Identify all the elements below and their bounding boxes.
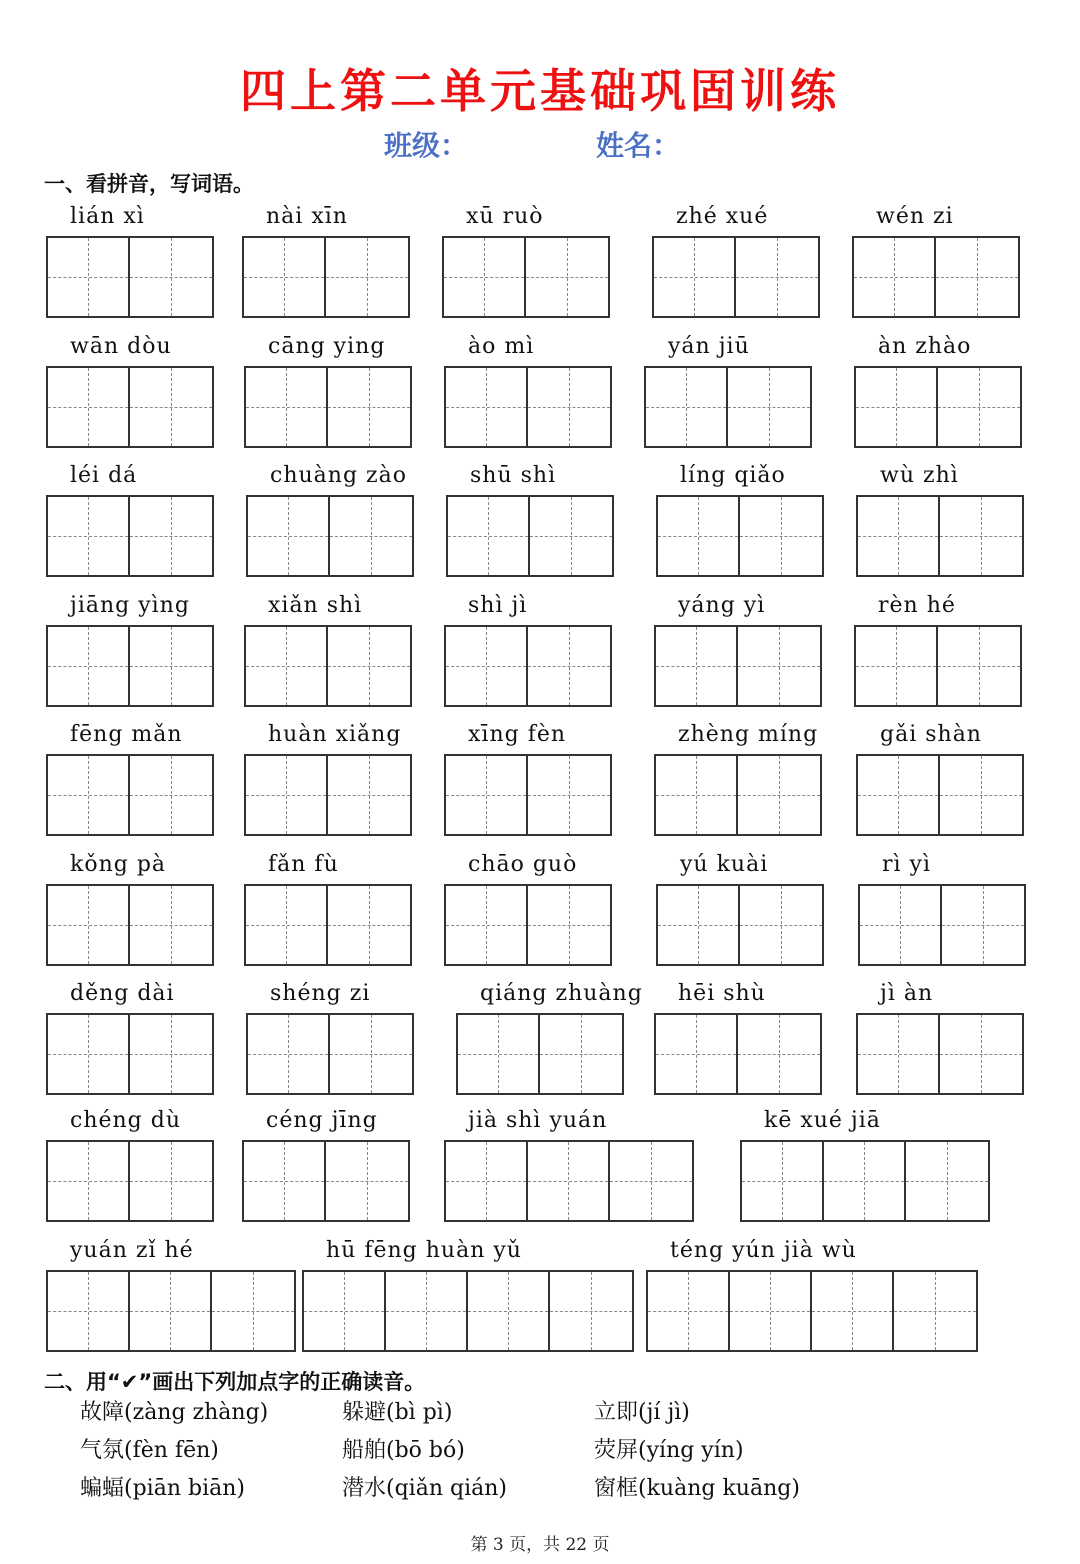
tianzige-cell[interactable] <box>730 1272 812 1350</box>
writing-grid[interactable] <box>856 495 1024 577</box>
writing-grid[interactable] <box>444 884 612 966</box>
pinyin-label: cāng ying <box>268 334 386 359</box>
tianzige-cell[interactable] <box>48 368 130 446</box>
tianzige-cell[interactable] <box>860 886 942 964</box>
tianzige-cell[interactable] <box>856 368 938 446</box>
tianzige-cell[interactable] <box>648 1272 730 1350</box>
pronunciation-item[interactable]: 躲避(bì pì) <box>342 1400 453 1425</box>
tianzige-cell[interactable] <box>446 627 528 705</box>
writing-grid[interactable] <box>652 236 820 318</box>
tianzige-cell[interactable] <box>304 1272 386 1350</box>
pinyin-label: wù zhì <box>880 463 959 488</box>
tianzige-cell[interactable] <box>740 886 822 964</box>
tianzige-cell[interactable] <box>654 238 736 316</box>
tianzige-cell[interactable] <box>528 886 610 964</box>
writing-grid[interactable] <box>46 754 214 836</box>
tianzige-cell[interactable] <box>48 627 130 705</box>
writing-grid[interactable] <box>246 495 414 577</box>
tianzige-cell[interactable] <box>446 886 528 964</box>
tianzige-cell[interactable] <box>130 1142 212 1220</box>
writing-grid[interactable] <box>646 1270 978 1352</box>
tianzige-cell[interactable] <box>940 497 1022 575</box>
tianzige-cell[interactable] <box>858 1015 940 1093</box>
tianzige-cell[interactable] <box>942 886 1024 964</box>
writing-grid[interactable] <box>46 1013 214 1095</box>
writing-grid[interactable] <box>244 366 412 448</box>
pronunciation-item[interactable]: 故障(zàng zhàng) <box>80 1400 269 1425</box>
tianzige-cell[interactable] <box>446 756 528 834</box>
writing-grid[interactable] <box>740 1140 990 1222</box>
tianzige-cell[interactable] <box>738 627 820 705</box>
writing-grid[interactable] <box>46 625 214 707</box>
tianzige-cell[interactable] <box>48 756 130 834</box>
writing-grid[interactable] <box>444 366 612 448</box>
writing-grid[interactable] <box>46 236 214 318</box>
pinyin-label: lián xì <box>70 204 145 229</box>
tianzige-cell[interactable] <box>446 1142 528 1220</box>
worksheet-title: 四上第二单元基础巩固训练 <box>240 64 840 118</box>
tianzige-cell[interactable] <box>940 1015 1022 1093</box>
tianzige-cell[interactable] <box>526 238 608 316</box>
tianzige-cell[interactable] <box>130 886 212 964</box>
writing-grid[interactable] <box>242 236 410 318</box>
pinyin-label: jiāng yìng <box>70 593 190 618</box>
writing-grid[interactable] <box>444 1140 694 1222</box>
pinyin-label: léi dá <box>70 463 138 488</box>
tianzige-cell[interactable] <box>48 1272 130 1350</box>
tianzige-cell[interactable] <box>550 1272 632 1350</box>
tianzige-cell[interactable] <box>854 238 936 316</box>
pinyin-row <box>0 200 1080 330</box>
writing-grid[interactable] <box>242 1140 410 1222</box>
tianzige-cell[interactable] <box>824 1142 906 1220</box>
writing-grid[interactable] <box>654 1013 822 1095</box>
pinyin-label: zhèng míng <box>678 722 819 747</box>
writing-grid[interactable] <box>244 754 412 836</box>
tianzige-cell[interactable] <box>736 238 818 316</box>
pinyin-label: shì jì <box>468 593 528 618</box>
tianzige-cell[interactable] <box>858 756 940 834</box>
pinyin-row <box>0 589 1080 719</box>
tianzige-cell[interactable] <box>528 368 610 446</box>
tianzige-cell[interactable] <box>246 368 328 446</box>
tianzige-cell[interactable] <box>540 1015 622 1093</box>
pinyin-label: qiáng zhuàng <box>480 981 643 1006</box>
pinyin-label: chāo guò <box>468 852 578 877</box>
tianzige-cell[interactable] <box>812 1272 894 1350</box>
writing-grid[interactable] <box>656 495 824 577</box>
pinyin-label: fǎn fù <box>268 852 339 877</box>
pronunciation-item[interactable]: 荧屏(yíng yín) <box>594 1438 744 1463</box>
tianzige-cell[interactable] <box>856 627 938 705</box>
tianzige-cell[interactable] <box>858 497 940 575</box>
tianzige-cell[interactable] <box>658 497 740 575</box>
tianzige-cell[interactable] <box>246 756 328 834</box>
pinyin-label: wān dòu <box>70 334 172 359</box>
pinyin-label: shéng zi <box>270 981 371 1006</box>
tianzige-cell[interactable] <box>936 238 1018 316</box>
pinyin-label: jià shì yuán <box>468 1108 608 1133</box>
pinyin-label: rèn hé <box>878 593 956 618</box>
tianzige-cell[interactable] <box>530 497 612 575</box>
tianzige-cell[interactable] <box>738 1015 820 1093</box>
tianzige-cell[interactable] <box>728 368 810 446</box>
tianzige-cell[interactable] <box>130 368 212 446</box>
section2-heading: 二、用“✔”画出下列加点字的正确读音。 <box>44 1370 426 1394</box>
writing-grid[interactable] <box>456 1013 624 1095</box>
writing-grid[interactable] <box>852 236 1020 318</box>
tianzige-cell[interactable] <box>528 756 610 834</box>
pinyin-label: xū ruò <box>466 204 544 229</box>
tianzige-cell[interactable] <box>130 497 212 575</box>
tianzige-cell[interactable] <box>48 1015 130 1093</box>
tianzige-cell[interactable] <box>940 756 1022 834</box>
tianzige-cell[interactable] <box>738 756 820 834</box>
tianzige-cell[interactable] <box>248 497 330 575</box>
writing-grid[interactable] <box>858 884 1026 966</box>
name-label: 姓名： <box>596 129 681 162</box>
writing-grid[interactable] <box>656 884 824 966</box>
writing-grid[interactable] <box>244 884 412 966</box>
tianzige-cell[interactable] <box>48 1142 130 1220</box>
pronunciation-item[interactable]: 蝙蝠(piān biān) <box>80 1476 245 1501</box>
tianzige-cell[interactable] <box>658 886 740 964</box>
tianzige-cell[interactable] <box>212 1272 294 1350</box>
tianzige-cell[interactable] <box>656 627 738 705</box>
tianzige-cell[interactable] <box>458 1015 540 1093</box>
tianzige-cell[interactable] <box>938 627 1020 705</box>
tianzige-cell[interactable] <box>130 1272 212 1350</box>
writing-grid[interactable] <box>246 1013 414 1095</box>
pinyin-label: yuán zǐ hé <box>70 1238 194 1263</box>
pinyin-row <box>0 1234 1080 1364</box>
writing-grid[interactable] <box>856 754 1024 836</box>
pinyin-row <box>0 848 1080 978</box>
tianzige-cell[interactable] <box>938 368 1020 446</box>
tianzige-cell[interactable] <box>246 627 328 705</box>
pinyin-label: chuàng zào <box>270 463 407 488</box>
writing-grid[interactable] <box>856 1013 1024 1095</box>
pronunciation-item[interactable]: 气氛(fèn fēn) <box>80 1438 219 1463</box>
pinyin-label: xiǎn shì <box>268 593 363 618</box>
tianzige-cell[interactable] <box>330 497 412 575</box>
tianzige-cell[interactable] <box>386 1272 468 1350</box>
writing-grid[interactable] <box>444 754 612 836</box>
tianzige-cell[interactable] <box>130 1015 212 1093</box>
tianzige-cell[interactable] <box>328 756 410 834</box>
writing-grid[interactable] <box>46 1140 214 1222</box>
tianzige-cell[interactable] <box>326 238 408 316</box>
tianzige-cell[interactable] <box>48 886 130 964</box>
pinyin-label: céng jīng <box>266 1108 378 1133</box>
pinyin-label: yán jiū <box>668 334 750 359</box>
pinyin-label: gǎi shàn <box>880 722 982 747</box>
tianzige-cell[interactable] <box>130 238 212 316</box>
writing-grid[interactable] <box>46 366 214 448</box>
pinyin-label: fēng mǎn <box>70 722 183 747</box>
writing-grid[interactable] <box>446 495 614 577</box>
class-label: 班级： <box>384 129 469 162</box>
tianzige-cell[interactable] <box>248 1015 330 1093</box>
tianzige-cell[interactable] <box>246 886 328 964</box>
tianzige-cell[interactable] <box>656 1015 738 1093</box>
tianzige-cell[interactable] <box>130 756 212 834</box>
pinyin-label: jì àn <box>880 981 934 1006</box>
tianzige-cell[interactable] <box>448 497 530 575</box>
tianzige-cell[interactable] <box>468 1272 550 1350</box>
tianzige-cell[interactable] <box>328 368 410 446</box>
tianzige-cell[interactable] <box>742 1142 824 1220</box>
pinyin-label: zhé xué <box>676 204 769 229</box>
pinyin-label: hēi shù <box>678 981 766 1006</box>
tianzige-cell[interactable] <box>446 368 528 446</box>
writing-grid[interactable] <box>654 754 822 836</box>
page-footer: 第 3 页，共 22 页 <box>470 1535 610 1555</box>
pinyin-label: kē xué jiā <box>764 1108 881 1133</box>
pinyin-label: àn zhào <box>878 334 972 359</box>
section1-heading: 一、看拼音，写词语。 <box>44 172 254 196</box>
pronunciation-item[interactable]: 立即(jí jì) <box>594 1400 690 1425</box>
tianzige-cell[interactable] <box>740 497 822 575</box>
pinyin-row <box>0 977 1080 1107</box>
writing-grid[interactable] <box>654 625 822 707</box>
tianzige-cell[interactable] <box>328 627 410 705</box>
tianzige-cell[interactable] <box>528 627 610 705</box>
pinyin-label: téng yún jià wù <box>670 1238 857 1263</box>
tianzige-cell[interactable] <box>444 238 526 316</box>
tianzige-cell[interactable] <box>244 238 326 316</box>
pinyin-label: chéng dù <box>70 1108 182 1133</box>
tianzige-cell[interactable] <box>646 368 728 446</box>
writing-grid[interactable] <box>46 1270 296 1352</box>
pinyin-label: nài xīn <box>266 204 348 229</box>
pinyin-label: huàn xiǎng <box>268 722 402 747</box>
tianzige-cell[interactable] <box>328 886 410 964</box>
tianzige-cell[interactable] <box>528 1142 610 1220</box>
tianzige-cell[interactable] <box>906 1142 988 1220</box>
tianzige-cell[interactable] <box>48 238 130 316</box>
tianzige-cell[interactable] <box>244 1142 326 1220</box>
pinyin-label: shū shì <box>470 463 557 488</box>
pinyin-label: děng dài <box>70 981 175 1006</box>
pinyin-row <box>0 718 1080 848</box>
writing-grid[interactable] <box>46 495 214 577</box>
pinyin-row <box>0 459 1080 589</box>
pinyin-label: hū fēng huàn yǔ <box>326 1238 522 1263</box>
tianzige-cell[interactable] <box>656 756 738 834</box>
pinyin-label: líng qiǎo <box>680 463 786 488</box>
tianzige-cell[interactable] <box>326 1142 408 1220</box>
writing-grid[interactable] <box>302 1270 634 1352</box>
pronunciation-item[interactable]: 窗框(kuàng kuāng) <box>594 1476 800 1501</box>
pinyin-label: kǒng pà <box>70 852 167 877</box>
writing-grid[interactable] <box>854 366 1022 448</box>
writing-grid[interactable] <box>444 625 612 707</box>
pinyin-label: rì yì <box>882 852 932 877</box>
pinyin-label: xīng fèn <box>468 722 567 747</box>
pinyin-row <box>0 1104 1080 1234</box>
writing-grid[interactable] <box>46 884 214 966</box>
writing-grid[interactable] <box>244 625 412 707</box>
writing-grid[interactable] <box>854 625 1022 707</box>
tianzige-cell[interactable] <box>894 1272 976 1350</box>
writing-grid[interactable] <box>644 366 812 448</box>
pinyin-label: yú kuài <box>680 852 769 877</box>
writing-grid[interactable] <box>442 236 610 318</box>
tianzige-cell[interactable] <box>130 627 212 705</box>
pinyin-label: yáng yì <box>678 593 766 618</box>
pinyin-label: wén zi <box>876 204 954 229</box>
tianzige-cell[interactable] <box>610 1142 692 1220</box>
tianzige-cell[interactable] <box>48 497 130 575</box>
pinyin-row <box>0 330 1080 460</box>
tianzige-cell[interactable] <box>330 1015 412 1093</box>
pronunciation-item[interactable]: 船舶(bō bó) <box>342 1438 465 1463</box>
pinyin-label: ào mì <box>468 334 535 359</box>
pronunciation-item[interactable]: 潜水(qiǎn qián) <box>342 1476 507 1501</box>
